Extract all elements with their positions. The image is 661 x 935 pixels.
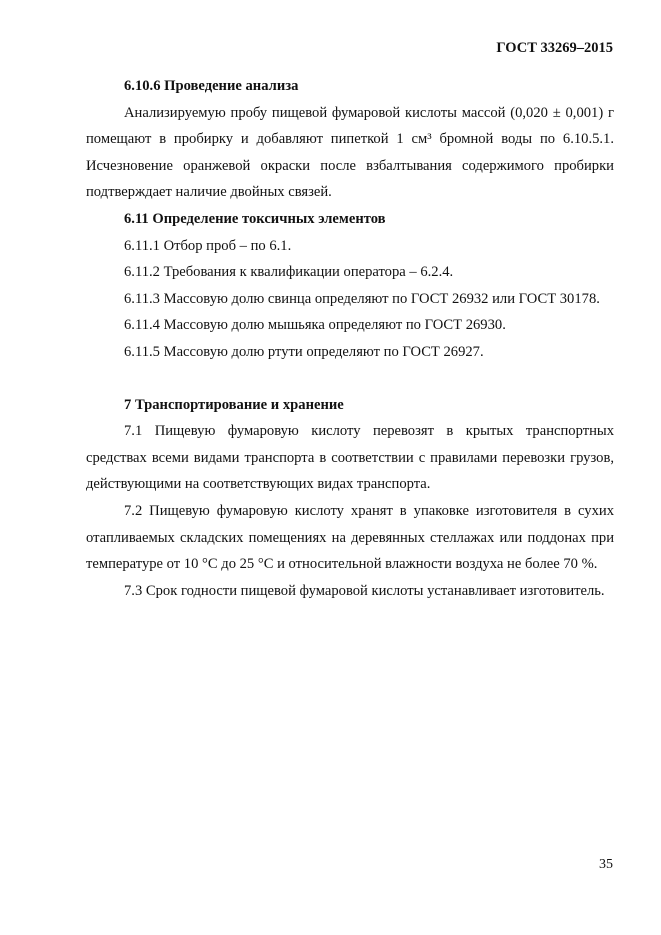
paragraph-6-11-5: 6.11.5 Массовую долю ртути определяют по ГОСТ 26927. [124,343,484,360]
paragraph-6-11-4: 6.11.4 Массовую долю мышьяка определяют по ГОСТ 26930. [124,317,506,334]
paragraph-6-11-2: 6.11.2 Требования к квалификации оператора – 6.2.4. [124,264,454,281]
section-heading-7: 7 Транспортирование и хранение [124,396,344,413]
paragraph-7-2: 7.2 Пищевую фумаровую кислоту хранят в упаковке изготовителя в сухих отапливаемых складских помещениях на деревянных стеллажах или поддонах при температуре от 10 °С до 25 °С и относительной влажности воздуха не более 70 %. [86,502,614,573]
page-content [86,73,614,604]
page-number: 35 [599,857,613,872]
paragraph-6-10-6: Анализируемую пробу пищевой фумаровой кислоты массой (0,020 ± 0,001) г помещают в пробирку и добавляют пипеткой 1 см³ бромной воды по 6.10.5.1. Исчезновение оранжевой окраски после взбалтывания содержимого пробирки подтверждает наличие двойных связей. [86,104,614,201]
paragraph-6-11-3: 6.11.3 Массовую долю свинца определяют по ГОСТ 26932 или ГОСТ 30178. [124,290,600,307]
document-id-header: ГОСТ 33269–2015 [496,40,613,56]
section-heading-6-11: 6.11 Определение токсичных элементов [124,210,386,227]
paragraph-6-11-1: 6.11.1 Отбор проб – по 6.1. [124,237,292,254]
section-spacer [86,366,614,392]
paragraph-7-1: 7.1 Пищевую фумаровую кислоту перевозят в крытых транспортных средствах всеми видами транспорта в соответствии с правилами перевозки грузов, действующими на соответствующих видах транспорта. [86,423,614,493]
section-heading-6-10-6: 6.10.6 Проведение анализа [124,78,299,94]
paragraph-7-3: 7.3 Срок годности пищевой фумаровой кислоты устанавливает изготовитель. [124,582,605,599]
